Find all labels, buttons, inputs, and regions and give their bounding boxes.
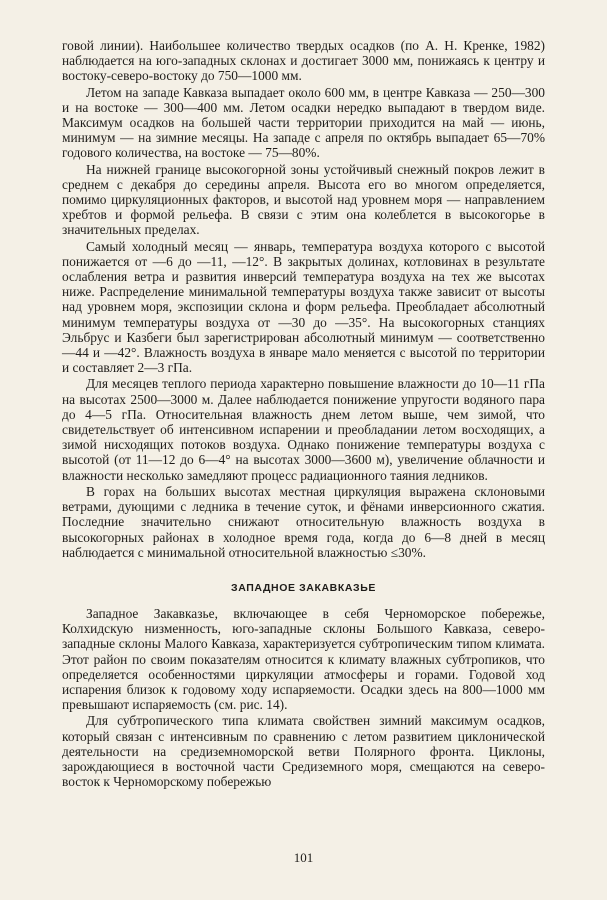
page-number: 101 bbox=[293, 850, 314, 865]
paragraph: Для субтропического типа климата свойствен зимний максимум осадков, который связан с интенсивным по сравнению с летом развитием циклонической деятельности на средиземноморской ветви Полярного фронта. Циклоны, зарождающиеся в восточной части Средиземного моря, смещаются на северо-восток к Черноморскому побережью bbox=[62, 713, 545, 790]
paragraph: На нижней границе высокогорной зоны устойчивый снежный покров лежит в среднем с декабря до середины апреля. Высота его во многом определяется, помимо циркуляционных факторов, и высотой над уровнем моря — направлением хребтов и формой рельефа. В связи с этим она колеблется в высокогорье в значительных пределах. bbox=[62, 161, 545, 238]
body-text-top bbox=[62, 38, 545, 560]
paragraph: Западное Закавказье, включающее в себя Черноморское побережье, Колхидскую низменность, юго-западные склоны Большого Кавказа, северо-западные склоны Малого Кавказа, характеризуется субтропическим типом климата. Этот район по своим показателям относится к климату влажных субтропиков, что определяется особенностями циркуляции атмосферы и горами. Годовой ход испарения близок к годовому ходу испаряемости. Осадки здесь на 800—1000 мм превышают испаряемость (см. рис. 14). bbox=[62, 605, 545, 713]
paragraph: В горах на больших высотах местная циркуляция выражена склоновыми ветрами, дующими с ледника в течение суток, и фёнами инверсионного сжатия. Последние значительно снижают относительную влажность воздуха в высокогорных районах в холодное время года, когда до 6—8 дней в месяц наблюдается с минимальной относительной влажностью ≤30%. bbox=[62, 483, 545, 560]
section-heading: ЗАПАДНОЕ ЗАКАВКАЗЬЕ bbox=[231, 581, 376, 594]
paragraph: Для месяцев теплого периода характерно повышение влажности до 10—11 гПа на высотах 2500—3000 м. Далее наблюдается понижение упругости водяного пара до 4—5 гПа. Относительная влажность днем летом выше, чем зимой, что свидетельствует об интенсивном испарении и преобладании летом восходящих, а зимой нисходящих потоков воздуха. Однако понижение температуры воздуха с высотой (от 11—12 до 6—4° на высотах 3000—3600 м), увеличение облачности и влажности несколько замедляют процесс радиационного таяния ледников. bbox=[62, 376, 545, 483]
paragraph: Самый холодный месяц — январь, температура воздуха которого с высотой понижается от —6 до —11, —12°. В закрытых долинах, котловинах в результате ослабления ветра и развития инверсий температура воздуха на тех же высотах ниже. Распределение минимальной температуры воздуха также зависит от высоты над уровнем моря, экспозиции склона и форм рельефа. Преобладает абсолютный минимум температуры воздуха от —30 до —35°. На высокогорных станциях Эльбрус и Казбеги был зарегистрирован абсолютный минимум — соответственно —44 и —42°. Влажность воздуха в январе мало меняется с высотой по территории и составляет 2—3 гПа. bbox=[62, 238, 545, 376]
paragraph: Летом на западе Кавказа выпадает около 600 мм, в центре Кавказа — 250—300 и на востоке — 300—400 мм. Летом осадки нередко выпадают в твердом виде. Максимум осадков на большей части территории приходится на май — июнь, минимум — на зимние месяцы. На западе с апреля по октябрь выпадает 65—70% годового количества, на востоке — 75—80%. bbox=[62, 84, 545, 161]
paragraph: говой линии). Наибольшее количество твердых осадков (по А. Н. Кренке, 1982) наблюдается на юго-западных склонах и достигает 3000 мм, понижаясь к центру и востоку-северо-востоку до 750—1000 мм. bbox=[62, 38, 545, 84]
body-text-bottom bbox=[62, 606, 545, 789]
